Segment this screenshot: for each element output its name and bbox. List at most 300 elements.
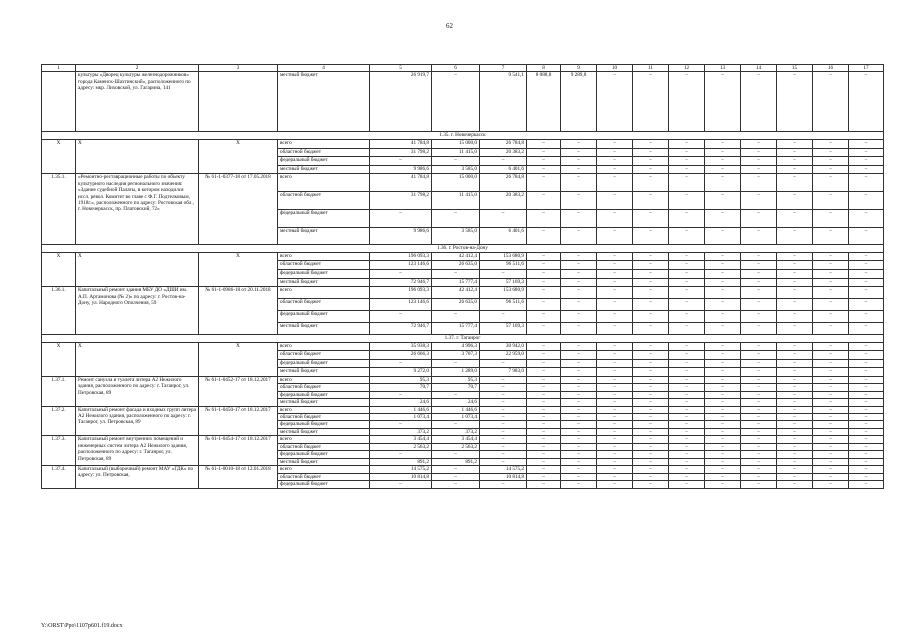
amount-cell: –	[813, 465, 849, 473]
amount-cell: –	[527, 252, 561, 261]
amount-cell: –	[527, 377, 561, 384]
amount-cell: –	[432, 269, 480, 278]
amount-cell: –	[705, 192, 741, 210]
amount-cell: –	[527, 342, 561, 351]
amount-cell: –	[849, 311, 884, 323]
amount-cell: –	[561, 428, 597, 435]
amount-cell: –	[669, 359, 705, 368]
amount-cell: –	[561, 473, 597, 481]
amount-cell: –	[633, 359, 669, 368]
funding-source: местный бюджет	[278, 368, 370, 377]
amount-cell: –	[849, 299, 884, 311]
amount-cell: –	[741, 443, 777, 450]
amount-cell: 10 814,8	[370, 473, 432, 481]
funding-source: федеральный бюджет	[278, 421, 370, 428]
amount-cell: –	[669, 72, 705, 132]
funding-source: областной бюджет	[278, 148, 370, 157]
total-row	[42, 139, 884, 148]
amount-cell: –	[777, 421, 813, 428]
amount-cell: –	[527, 465, 561, 473]
item-row	[42, 174, 884, 192]
amount-cell: –	[777, 377, 813, 384]
amount-cell: –	[480, 377, 527, 384]
amount-cell: –	[480, 209, 527, 227]
amount-cell: –	[849, 174, 884, 192]
amount-cell: –	[597, 359, 633, 368]
amount-cell: –	[849, 391, 884, 398]
amount-cell: –	[527, 311, 561, 323]
amount-cell: –	[849, 473, 884, 481]
amount-cell: –	[849, 384, 884, 391]
funding-source: всего	[278, 174, 370, 192]
amount-cell: –	[777, 458, 813, 465]
amount-cell: 24,6	[432, 399, 480, 406]
amount-cell: –	[813, 72, 849, 132]
amount-cell: 3 454,4	[370, 436, 432, 443]
amount-cell: –	[777, 165, 813, 174]
amount-cell: –	[597, 421, 633, 428]
amount-cell: –	[370, 209, 432, 227]
amount-cell: –	[597, 481, 633, 489]
amount-cell: –	[777, 443, 813, 450]
funding-source: всего	[278, 465, 370, 473]
amount-cell: 1 446,6	[432, 406, 480, 413]
funding-source: местный бюджет	[278, 458, 370, 465]
amount-cell: 42 412,4	[432, 287, 480, 299]
amount-cell: –	[849, 323, 884, 335]
amount-cell: –	[813, 406, 849, 413]
amount-cell: –	[741, 421, 777, 428]
amount-cell: –	[705, 299, 741, 311]
amount-cell: –	[561, 359, 597, 368]
amount-cell: –	[561, 465, 597, 473]
funding-source: федеральный бюджет	[278, 209, 370, 227]
amount-cell: –	[669, 368, 705, 377]
amount-cell: –	[777, 368, 813, 377]
column-number-cell: 9	[561, 65, 597, 72]
item-row	[42, 465, 884, 473]
amount-cell: –	[813, 377, 849, 384]
amount-cell: 9 986,6	[370, 165, 432, 174]
amount-cell: –	[597, 391, 633, 398]
amount-cell: –	[597, 174, 633, 192]
amount-cell: –	[527, 227, 561, 245]
funding-source: всего	[278, 287, 370, 299]
amount-cell: –	[813, 421, 849, 428]
item-description: «Ремонтно-реставрационные работы по объекту культурного наследия регионального значения: «Здание судебной Палаты, в котором находился иссл. револ. Комитет во главе с Ф.Г. Подтелковым, 1918г.», расположенного по адресу: Ростовская обл., г. Новочеркасск, пр. Платовский, 72»	[76, 174, 199, 245]
amount-cell: –	[741, 227, 777, 245]
amount-cell: –	[669, 192, 705, 210]
amount-cell: –	[633, 451, 669, 458]
column-number-cell: 6	[432, 65, 480, 72]
amount-cell: 96 511,6	[480, 261, 527, 270]
amount-cell: –	[777, 384, 813, 391]
column-number-cell: 7	[480, 65, 527, 72]
amount-cell: –	[561, 451, 597, 458]
amount-cell: –	[813, 165, 849, 174]
item-description: Капитальный ремонт здания МБУ ДО «ДШИ им. А.П. Артамонова (№ 2)» по адресу: г. Ростов-на-Дону, ул. Народного Ополчения, 59	[76, 287, 199, 335]
amount-cell: –	[705, 72, 741, 132]
amount-cell: –	[741, 481, 777, 489]
amount-cell: 3 454,4	[432, 436, 480, 443]
amount-cell: –	[741, 399, 777, 406]
amount-cell: –	[705, 391, 741, 398]
amount-cell: –	[705, 227, 741, 245]
amount-cell: –	[777, 227, 813, 245]
amount-cell: –	[813, 278, 849, 287]
amount-cell: –	[849, 428, 884, 435]
amount-cell: –	[527, 209, 561, 227]
amount-cell: 3 585,0	[432, 165, 480, 174]
amount-cell: –	[741, 261, 777, 270]
amount-cell: –	[705, 165, 741, 174]
amount-cell: –	[849, 157, 884, 166]
amount-cell: –	[633, 287, 669, 299]
amount-cell: –	[597, 443, 633, 450]
item-number	[42, 72, 76, 132]
amount-cell: –	[480, 436, 527, 443]
column-number-cell: 8	[527, 65, 561, 72]
amount-cell: –	[849, 443, 884, 450]
amount-cell: –	[561, 311, 597, 323]
amount-cell: –	[741, 165, 777, 174]
amount-cell: –	[597, 261, 633, 270]
amount-cell: –	[705, 451, 741, 458]
amount-cell: 42 412,4	[432, 252, 480, 261]
amount-cell: –	[480, 359, 527, 368]
item-row	[42, 406, 884, 413]
amount-cell: 57 169,3	[480, 323, 527, 335]
amount-cell: –	[597, 368, 633, 377]
amount-cell: –	[633, 165, 669, 174]
total-row	[42, 252, 884, 261]
amount-cell: –	[705, 269, 741, 278]
amount-cell: –	[777, 269, 813, 278]
amount-cell: –	[561, 384, 597, 391]
amount-cell: –	[849, 278, 884, 287]
amount-cell: –	[561, 342, 597, 351]
amount-cell: –	[370, 269, 432, 278]
amount-cell: –	[813, 269, 849, 278]
amount-cell: –	[705, 261, 741, 270]
amount-cell: 9 986,6	[370, 227, 432, 245]
amount-cell: 11 415,0	[432, 148, 480, 157]
amount-cell: –	[849, 342, 884, 351]
amount-cell: –	[813, 209, 849, 227]
amount-cell: –	[597, 399, 633, 406]
budget-table	[41, 64, 884, 489]
amount-cell: –	[669, 436, 705, 443]
amount-cell: 9 272,0	[370, 368, 432, 377]
amount-cell: –	[741, 299, 777, 311]
amount-cell: –	[561, 399, 597, 406]
amount-cell: –	[741, 174, 777, 192]
amount-cell: –	[561, 368, 597, 377]
amount-cell: –	[777, 323, 813, 335]
amount-cell: –	[777, 72, 813, 132]
amount-cell: 22 959,0	[480, 351, 527, 360]
column-number-cell: 4	[278, 65, 370, 72]
amount-cell: –	[432, 359, 480, 368]
amount-cell: 20 383,2	[480, 148, 527, 157]
amount-cell: 15 777,4	[432, 323, 480, 335]
column-number-cell: 5	[370, 65, 432, 72]
amount-cell: –	[777, 261, 813, 270]
amount-cell: –	[527, 351, 561, 360]
amount-cell: –	[849, 148, 884, 157]
amount-cell: –	[527, 139, 561, 148]
amount-cell: –	[813, 359, 849, 368]
amount-cell: –	[705, 139, 741, 148]
funding-source: местный бюджет	[278, 165, 370, 174]
amount-cell: –	[705, 287, 741, 299]
amount-cell: –	[669, 465, 705, 473]
amount-cell: 4 996,3	[432, 342, 480, 351]
amount-cell: –	[705, 428, 741, 435]
amount-cell: –	[669, 209, 705, 227]
amount-cell: –	[561, 458, 597, 465]
document-number: № 61-1-0377-18 от 17.05.2018	[199, 174, 278, 245]
amount-cell: –	[669, 414, 705, 421]
amount-cell: –	[705, 342, 741, 351]
amount-cell: –	[597, 192, 633, 210]
amount-cell: –	[561, 209, 597, 227]
funding-source: федеральный бюджет	[278, 359, 370, 368]
funding-source: местный бюджет	[278, 278, 370, 287]
amount-cell: –	[777, 481, 813, 489]
amount-cell: 373,2	[432, 428, 480, 435]
amount-cell: –	[777, 287, 813, 299]
amount-cell: –	[597, 287, 633, 299]
amount-cell: –	[741, 436, 777, 443]
amount-cell: –	[849, 287, 884, 299]
amount-cell: –	[597, 342, 633, 351]
column-number-cell: 16	[813, 65, 849, 72]
amount-cell: –	[633, 399, 669, 406]
item-number: 1.37.3.	[42, 436, 76, 466]
amount-cell: –	[527, 192, 561, 210]
amount-cell: –	[633, 428, 669, 435]
amount-cell: –	[633, 391, 669, 398]
amount-cell: –	[669, 391, 705, 398]
amount-cell: –	[480, 421, 527, 428]
amount-cell: –	[849, 421, 884, 428]
amount-cell: –	[633, 299, 669, 311]
column-number-cell: 11	[633, 65, 669, 72]
amount-cell: –	[432, 391, 480, 398]
amount-cell: 26 784,8	[480, 174, 527, 192]
amount-cell: –	[432, 481, 480, 489]
amount-cell: –	[597, 406, 633, 413]
amount-cell: –	[633, 323, 669, 335]
amount-cell: –	[813, 351, 849, 360]
amount-cell: –	[432, 473, 480, 481]
amount-cell: –	[597, 252, 633, 261]
amount-cell: –	[813, 192, 849, 210]
amount-cell: –	[777, 359, 813, 368]
amount-cell: 26 666,3	[370, 351, 432, 360]
amount-cell: –	[777, 342, 813, 351]
amount-cell: –	[813, 368, 849, 377]
amount-cell: –	[705, 351, 741, 360]
amount-cell: –	[849, 399, 884, 406]
amount-cell: –	[669, 227, 705, 245]
footer-file-path: Y:\ORST\Ppo\1107p601.f19.docx	[41, 623, 123, 629]
amount-cell: –	[777, 157, 813, 166]
amount-cell: 153 680,9	[480, 252, 527, 261]
amount-cell: –	[633, 174, 669, 192]
amount-cell: –	[777, 252, 813, 261]
amount-cell: 26 919,7	[370, 72, 432, 132]
amount-cell: –	[527, 436, 561, 443]
amount-cell: –	[777, 139, 813, 148]
amount-cell: –	[561, 192, 597, 210]
funding-source: местный бюджет	[278, 323, 370, 335]
amount-cell: –	[777, 148, 813, 157]
amount-cell: –	[705, 252, 741, 261]
amount-cell: –	[741, 311, 777, 323]
item-number: 1.36.1.	[42, 287, 76, 335]
amount-cell: –	[669, 428, 705, 435]
item-number: Х	[42, 252, 76, 286]
amount-cell: 2 563,2	[432, 443, 480, 450]
amount-cell: –	[813, 443, 849, 450]
amount-cell: –	[813, 451, 849, 458]
amount-cell: –	[705, 473, 741, 481]
column-number-cell: 17	[849, 65, 884, 72]
amount-cell: –	[480, 451, 527, 458]
amount-cell: –	[669, 269, 705, 278]
item-description: Ремонт санузла и туалета литера А2 Нежилого здания, расположенного по адресу: г. Таганрог, ул. Петровская, 89	[76, 377, 199, 407]
amount-cell: –	[849, 72, 884, 132]
amount-cell: –	[597, 278, 633, 287]
amount-cell: –	[597, 72, 633, 132]
amount-cell: –	[527, 148, 561, 157]
amount-cell: –	[432, 209, 480, 227]
amount-cell: –	[741, 287, 777, 299]
amount-cell: –	[741, 384, 777, 391]
amount-cell: –	[597, 384, 633, 391]
amount-cell: –	[597, 299, 633, 311]
amount-cell: –	[597, 165, 633, 174]
amount-cell: –	[561, 391, 597, 398]
item-row	[42, 287, 884, 299]
funding-source: федеральный бюджет	[278, 269, 370, 278]
amount-cell: –	[741, 391, 777, 398]
amount-cell: –	[669, 458, 705, 465]
amount-cell: –	[527, 174, 561, 192]
amount-cell: –	[633, 342, 669, 351]
page-number: 62	[446, 22, 453, 30]
amount-cell: –	[633, 351, 669, 360]
amount-cell: 72 946,7	[370, 278, 432, 287]
amount-cell: –	[480, 443, 527, 450]
amount-cell: –	[849, 269, 884, 278]
amount-cell: –	[777, 414, 813, 421]
amount-cell: –	[777, 278, 813, 287]
amount-cell: –	[370, 391, 432, 398]
amount-cell: –	[777, 473, 813, 481]
item-description: культуры «Дворец культуры железнодорожников» города Каменск-Шахтинский», расположенного по адресу: мкр. Лиховской, ул. Гагарина, 141	[76, 72, 199, 132]
amount-cell: –	[813, 342, 849, 351]
amount-cell: –	[597, 436, 633, 443]
amount-cell: –	[741, 209, 777, 227]
funding-source: федеральный бюджет	[278, 157, 370, 166]
amount-cell: –	[527, 157, 561, 166]
amount-cell: –	[813, 157, 849, 166]
column-number-cell: 13	[705, 65, 741, 72]
amount-cell: –	[813, 414, 849, 421]
amount-cell: –	[527, 359, 561, 368]
funding-source: всего	[278, 436, 370, 443]
amount-cell: –	[480, 414, 527, 421]
document-number: № 61-1-0452-17 от 18.12.2017	[199, 377, 278, 407]
amount-cell: –	[741, 368, 777, 377]
amount-cell: 1 073,4	[432, 414, 480, 421]
amount-cell: –	[597, 323, 633, 335]
amount-cell: –	[432, 157, 480, 166]
amount-cell: 15 777,4	[432, 278, 480, 287]
amount-cell: –	[527, 269, 561, 278]
amount-cell: –	[480, 458, 527, 465]
amount-cell: –	[527, 261, 561, 270]
amount-cell: –	[432, 72, 480, 132]
amount-cell: 891,2	[370, 458, 432, 465]
amount-cell: –	[633, 209, 669, 227]
amount-cell: 6 401,6	[480, 165, 527, 174]
amount-cell: –	[561, 227, 597, 245]
amount-cell: 891,2	[432, 458, 480, 465]
amount-cell: –	[813, 473, 849, 481]
amount-cell: –	[633, 458, 669, 465]
item-number: 1.37.4.	[42, 465, 76, 488]
amount-cell: –	[597, 465, 633, 473]
amount-cell: –	[597, 428, 633, 435]
amount-cell: –	[813, 311, 849, 323]
amount-cell: –	[777, 465, 813, 473]
amount-cell: –	[849, 165, 884, 174]
document-number: Х	[199, 342, 278, 376]
amount-cell: –	[633, 227, 669, 245]
amount-cell: –	[669, 261, 705, 270]
document-number: № 61-1-0454-17 от 18.12.2017	[199, 436, 278, 466]
amount-cell: –	[432, 451, 480, 458]
amount-cell: –	[741, 323, 777, 335]
funding-source: федеральный бюджет	[278, 481, 370, 489]
amount-cell: –	[597, 377, 633, 384]
amount-cell: –	[480, 311, 527, 323]
amount-cell: 2 563,2	[370, 443, 432, 450]
amount-cell: 15 000,0	[432, 174, 480, 192]
amount-cell: –	[813, 391, 849, 398]
amount-cell: –	[813, 261, 849, 270]
amount-cell: –	[849, 252, 884, 261]
item-number: Х	[42, 342, 76, 376]
amount-cell: –	[849, 436, 884, 443]
amount-cell: –	[741, 72, 777, 132]
amount-cell: –	[633, 414, 669, 421]
funding-source: федеральный бюджет	[278, 311, 370, 323]
amount-cell: –	[561, 406, 597, 413]
amount-cell: 30 942,0	[480, 342, 527, 351]
funding-source: областной бюджет	[278, 473, 370, 481]
amount-cell: –	[849, 458, 884, 465]
amount-cell: –	[849, 192, 884, 210]
amount-cell: –	[669, 384, 705, 391]
column-number-cell: 10	[597, 65, 633, 72]
amount-cell: –	[480, 269, 527, 278]
document-number: Х	[199, 252, 278, 286]
